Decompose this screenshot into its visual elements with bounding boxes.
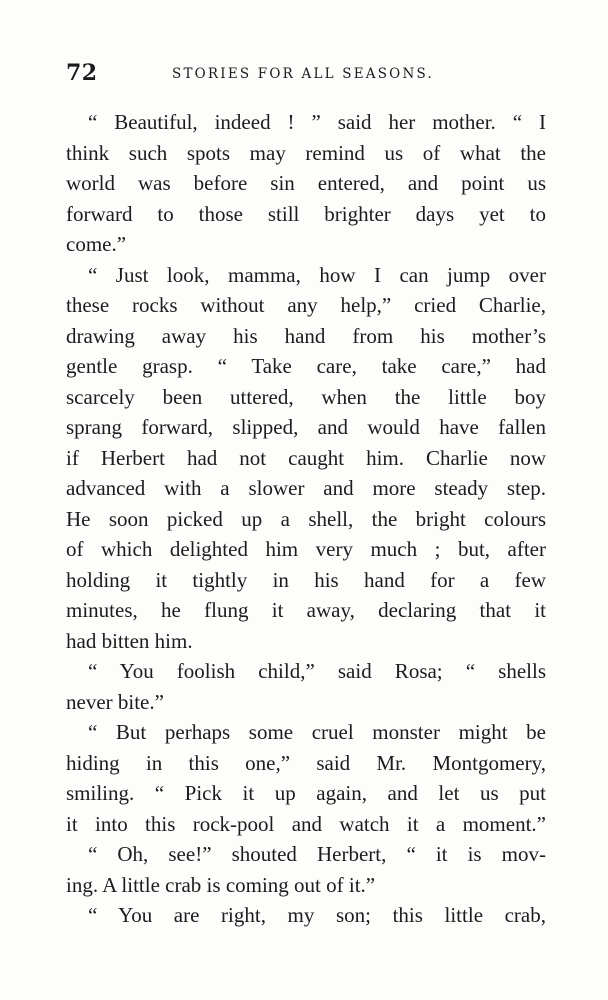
text-line: ing. A little crab is coming out of it.” — [66, 872, 376, 897]
text-line: hiding in this one,” said Mr. Montgomery, — [66, 750, 546, 775]
body-text — [66, 107, 546, 931]
page-header — [66, 60, 546, 90]
page-number: 72 — [66, 60, 98, 86]
text-line: smiling. “ Pick it up again, and let us put — [66, 781, 546, 805]
text-line: it into this rock-pool and watch it a moment.” — [66, 811, 546, 836]
running-head: STORIES FOR ALL SEASONS. — [172, 66, 434, 82]
text-line: world was before sin entered, and point us — [66, 171, 546, 195]
text-line: of which delighted him very much ; but, after — [66, 537, 546, 561]
text-line: had bitten him. — [66, 628, 193, 653]
text-line: sprang forward, slipped, and would have fallen — [66, 415, 546, 439]
text-line: think such spots may remind us of what the — [66, 140, 546, 165]
text-line: “ Oh, see!” shouted Herbert, “ it is mov- — [88, 842, 546, 866]
text-line: advanced with a slower and more steady step. — [66, 476, 546, 500]
text-line: come.” — [66, 232, 127, 256]
text-line: gentle grasp. “ Take care, take care,” had — [66, 354, 546, 378]
text-line: minutes, he flung it away, declaring that it — [66, 598, 546, 622]
text-line: if Herbert had not caught him. Charlie now — [66, 445, 546, 470]
text-line: “ You are right, my son; this little crab, — [88, 903, 546, 927]
text-line: holding it tightly in his hand for a few — [66, 567, 546, 592]
text-line: forward to those still brighter days yet to — [66, 201, 546, 226]
text-line: “ Just look, mamma, how I can jump over — [88, 262, 546, 287]
text-line: these rocks without any help,” cried Charlie, — [66, 293, 546, 317]
text-line: scarcely been uttered, when the little boy — [66, 384, 546, 409]
text-line: never bite.” — [66, 689, 164, 714]
text-line: “ But perhaps some cruel monster might be — [88, 720, 546, 744]
text-line: “ You foolish child,” said Rosa; “ shells — [88, 659, 546, 683]
text-line: “ Beautiful, indeed ! ” said her mother. “ I — [88, 110, 546, 134]
text-line: He soon picked up a shell, the bright colours — [66, 506, 546, 531]
text-line: drawing away his hand from his mother’s — [66, 323, 546, 348]
